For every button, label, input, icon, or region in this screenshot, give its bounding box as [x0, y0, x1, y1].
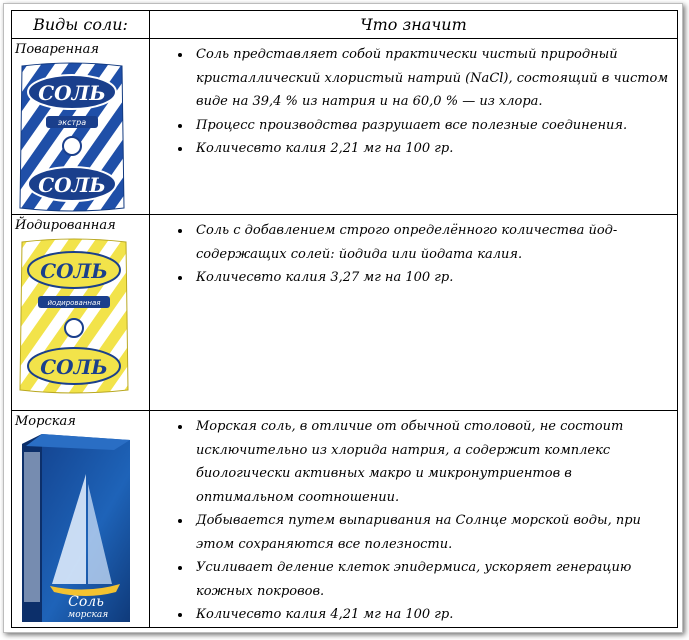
list-item: • Соль с добавлением строго определённого количества йод-содержащих солей: йодида или йодата калия. [192, 219, 671, 266]
list-item: • Количесвто калия 2,21 мг на 100 гр. [192, 137, 671, 161]
svg-text:Соль: Соль [68, 594, 104, 610]
list-item: • Количесвто калия 4,21 мг на 100 гр. [192, 603, 671, 627]
salt-type-name: Поваренная [15, 42, 99, 57]
list-item: • Добывается путем выпаривания на Солнце морской воды, при этом сохраняются все полезности. [192, 509, 671, 556]
svg-text:экстра: экстра [57, 118, 87, 127]
table-salt-package-image [16, 62, 128, 214]
table-row [12, 39, 678, 215]
iodized-salt-bullets [150, 215, 677, 290]
list-item: • Морская соль, в отличие от обычной столовой, не состоит исключительно из хлорида натрия, а содержит комплекс биологически активных макро и микронутриентов в оптимальном соотношении. [192, 415, 671, 509]
table-header-row [12, 11, 678, 39]
list-item: • Соль представляет собой практически чистый природный кристаллический хлористый натрий (NaCl), состоящий в чистом виде на 39,4 % из натрия и на 60,0 % — из хлора. [192, 43, 671, 114]
document-frame [3, 3, 683, 633]
list-item: • Усиливает деление клеток эпидермиса, ускоряет генерацию кожных покровов. [192, 556, 671, 603]
header-meaning: Что значит [150, 11, 678, 39]
svg-text:морская: морская [67, 610, 109, 620]
svg-text:СОЛЬ: СОЛЬ [40, 355, 108, 379]
salt-type-name: Морская [15, 414, 76, 429]
svg-text:йодированная: йодированная [47, 299, 101, 307]
list-item: • Процесс производства разрушает все полезные соединения. [192, 114, 671, 138]
svg-text:СОЛЬ: СОЛЬ [38, 173, 106, 197]
header-salt-types: Виды соли: [12, 11, 150, 39]
table-row [12, 215, 678, 411]
salt-types-table [11, 10, 678, 628]
salt-type-name: Йодированная [15, 218, 116, 233]
sea-salt-bullets [150, 411, 677, 627]
sea-salt-package-image [16, 434, 136, 624]
svg-text:СОЛЬ: СОЛЬ [40, 259, 108, 283]
table-row [12, 411, 678, 628]
svg-text:СОЛЬ: СОЛЬ [38, 81, 106, 105]
list-item: • Количесвто калия 3,27 мг на 100 гр. [192, 266, 671, 290]
table-salt-bullets [150, 39, 677, 161]
iodized-salt-package-image [16, 238, 132, 396]
